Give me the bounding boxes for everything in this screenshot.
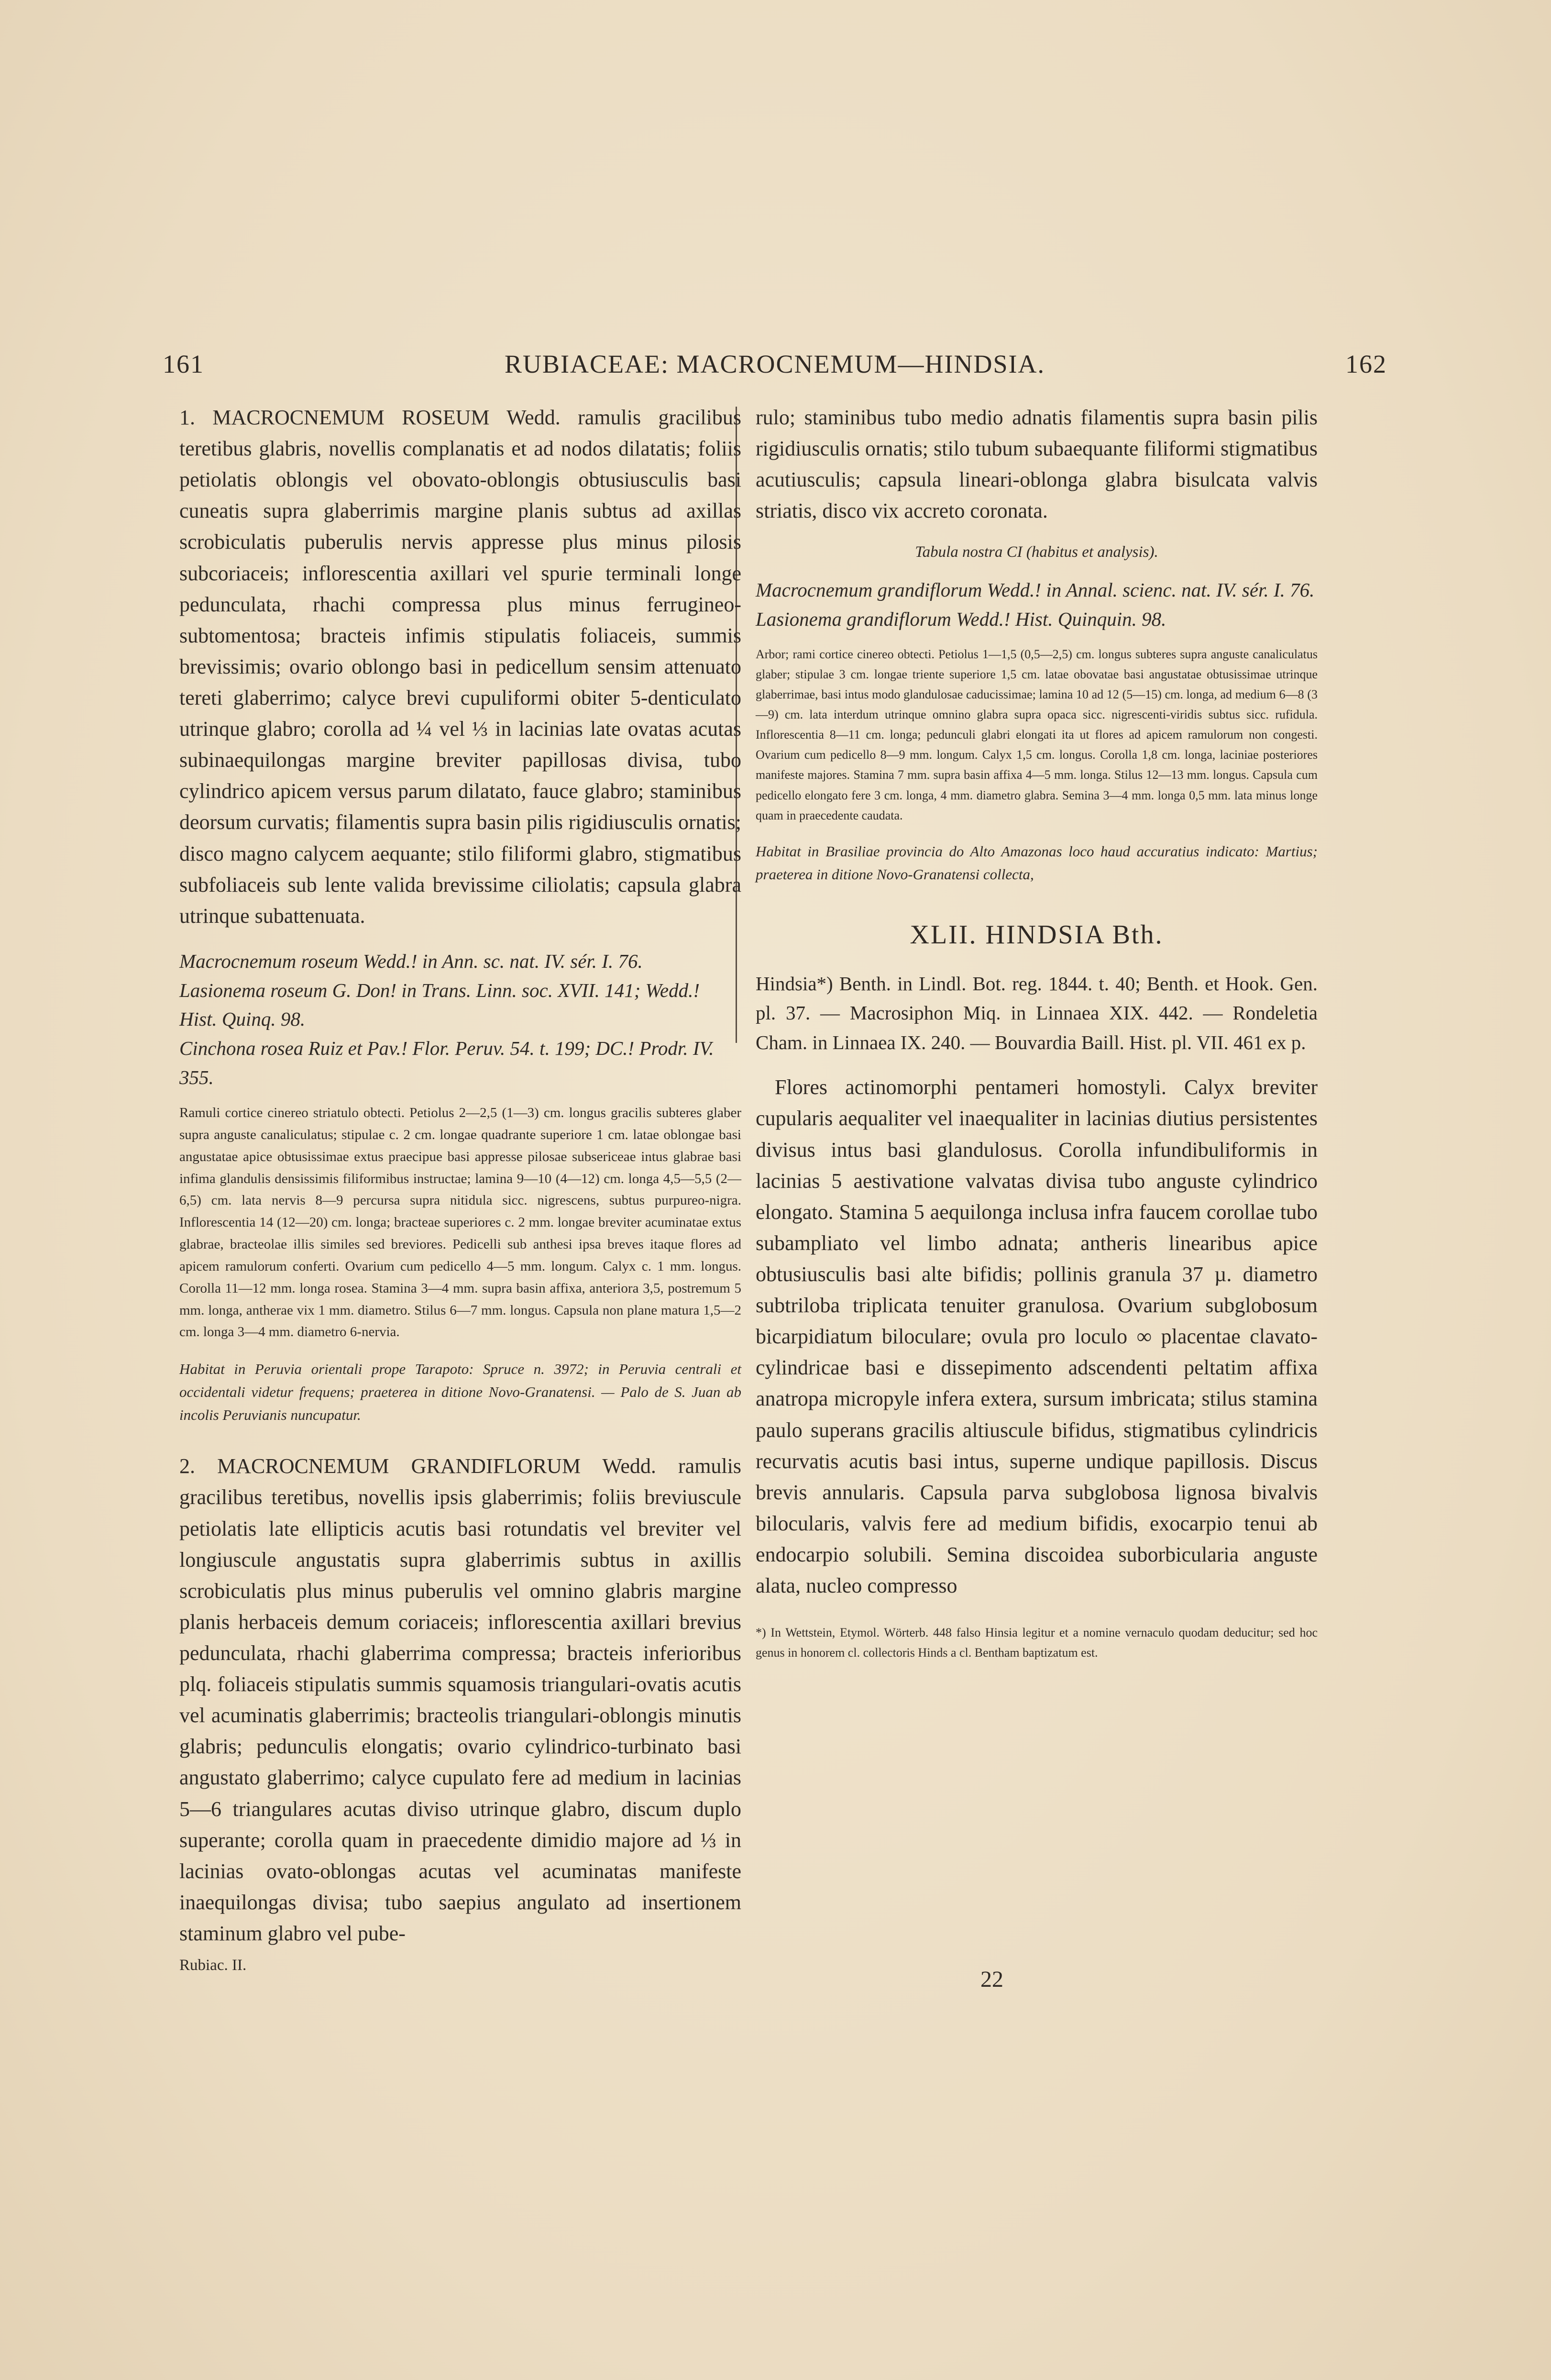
synonym-line: Macrocnemum grandiflorum Wedd.! in Annal. scienc. nat. IV. sér. I. 76. bbox=[756, 579, 1315, 601]
genus-heading: XLII. HINDSIA Bth. bbox=[910, 919, 1164, 950]
species-1-habitat: Habitat in Peruvia orientali prope Tarapoto: Spruce n. 3972; in Peruvia centrali et occidentali videtur frequens; praeterea in ditione Novo-Granatensi. — Palo de S. Juan ab incolis Peruvianis nuncupatur. bbox=[179, 1361, 741, 1424]
footnote: *) In Wettstein, Etymol. Wörterb. 448 falso Hinsia legitur et a nomine vernaculo quodam deducitur; sed hoc genus in honorem cl. collectoris Hinds a cl. Bentham baptizatum est. bbox=[756, 1626, 1318, 1660]
species-2-description: 2. MACROCNEMUM GRANDIFLORUM Wedd. ramulis gracilibus teretibus, novellis ipsis glaberrimis; foliis breviuscule petiolatis late ellipticis acutis basi rotundatis vel breviter vel longiuscule angustatis supra glaberrimis subtus in axillis scrobiculatis plus minus puberulis vel omnino glabris margine planis herbaceis demum coriaceis; inflorescentia axillari brevius pedunculata, rhachi glaberrima compressa; bracteis inferioribus plq. foliaceis stipulatis summis squamosis triangulari-ovatis acutis vel acuminatis glaberrimis; bracteolis triangulari-oblongis minutis glabris; pedunculis elongatis; ovario cylindrico-turbinato basi angustato glaberrimo; calyce cupulato fere ad medium in lacinias 5—6 triangulares acutas diviso utrinque glabro, discum duplo superante; corolla quam in praecedente dimidio majore ad ⅓ in lacinias ovato-oblongas acutas vel acuminatas manifeste inaequilongas divisa; tubo saepius angulato ad insertionem staminum glabro vel pube- bbox=[179, 1454, 741, 1945]
synonym-line: Cinchona rosea Ruiz et Pav.! Flor. Peruv. 54. t. 199; DC.! Prodr. IV. 355. bbox=[179, 1037, 714, 1088]
synonym-line: Lasionema grandiflorum Wedd.! Hist. Quinquin. 98. bbox=[756, 608, 1166, 631]
species-1-description: 1. MACROCNEMUM ROSEUM Wedd. ramulis gracilibus teretibus glabris, novellis complanatis et ad nodos dilatatis; foliis petiolatis oblongis vel obovato-oblongis obtusiusculis basi cuneatis supra glaberrimis margine planis subtus ad axillas scrobiculatis puberulis nervis appresse plus minus pilosis subcoriaceis; inflorescentia axillari vel spurie terminali longe pedunculata, rhachi compressa plus minus ferrugineo-subtomentosa; bracteis infimis stipulatis foliaceis, summis brevissimis; ovario oblongo basi in pedicellum sensim attenuato tereti glaberrimo; calyce brevi cupuliformi obiter 5-denticulato utrinque glabro; corolla ad ¼ vel ⅓ in lacinias late ovatas acutas subinaequilongas margine breviter papillosas divisa, tubo cylindrico apicem versus parum dilatato, fauce glabro; staminibus deorsum curvatis; filamentis supra basin pilis rigidiusculis ornatis; disco magno calycem aequante; stilo filiformi glabro, stigmatibus subfoliaceis sub lente valida brevissime ciliolatis; capsula glabra utrinque subattenuata. bbox=[179, 406, 741, 928]
synonym-line: Macrocnemum roseum Wedd.! in Ann. sc. nat. IV. sér. I. 76. bbox=[179, 950, 643, 972]
species-2-synonyms bbox=[756, 576, 1318, 633]
genus-description: Flores actinomorphi pentameri homostyli. Calyx breviter cupularis aequaliter vel inaequaliter in lacinias diutius persistentes divisus intus basi glandulosus. Corolla infundibuliformis in lacinias 5 aestivatione valvatas divisa tubo anguste cylindrico elongato. Stamina 5 aequilonga inclusa infra faucem corollae tubo subampliato vel limbo adnata; antheris linearibus apice obtusiusculis basi alte bifidis; pollinis granula 37 µ. diametro subtriloba triplicata tenuiter granulosa. Ovarium subglobosum bicarpidiatum biloculare; ovula pro loculo ∞ placentae clavato-cylindricae basi e dissepimento adscendenti peltatim affixa anatropa micropyle infera extera, sursum imbricata; stilus stamina paulo superans gracilis altiuscule bifidus, stigmatibus cylindricis recurvatis acutis basi intus, superne undique papillosis. Discus brevis annularis. Capsula parva subglobosa lignosa bivalvis bilocularis, valvis fere ad medium bifidis, exocarpio tenui ab endocarpio solubili. Semina discoidea suborbicularia anguste alata, nucleo compresso bbox=[756, 1075, 1318, 1598]
running-header bbox=[163, 349, 1387, 387]
running-title: RUBIACEAE: MACROCNEMUM—HINDSIA. bbox=[504, 350, 1045, 378]
plate-reference: Tabula nostra CI (habitus et analysis). bbox=[915, 543, 1158, 561]
genus-synonyms: Hindsia*) Benth. in Lindl. Bot. reg. 1844. t. 40; Benth. et Hook. Gen. pl. 37. — Macrosiphon Miq. in Linnaea XIX. 442. — Rondeletia Cham. in Linnaea IX. 240. — Bouvardia Baill. Hist. pl. VII. 461 ex p. bbox=[756, 972, 1318, 1053]
species-1-details: Ramuli cortice cinereo striatulo obtecti. Petiolus 2—2,5 (1—3) cm. longus gracilis subteres glaber supra anguste canaliculatus; stipulae c. 2 cm. longae quadrante superiore 1 cm. latae oblongae basi angustatae apice obtusissimae extus praecipue basi appresse pilosae subsericeae intus glabrae basi infima glandulis densissimis filiformibus instructae; lamina 9—10 (4—12) cm. longa 4,5—5,5 (2—6,5) cm. lata nervis 8—9 percursa supra nitidula sicc. nigrescens, subtus purpureo-nigra. Inflorescentia 14 (12—20) cm. longa; bracteae superiores c. 2 mm. longae breviter acuminatae extus glabrae, bracteolae illis similes sed breviores. Pedicelli sub anthesi ipsa breves itaque flores ad apicem ramulorum conferti. Ovarium cum pedicello 4—5 mm. longum. Calyx c. 1 mm. longus. Corolla 11—12 mm. longa rosea. Stamina 3—4 mm. supra basin affixa, anteriora 3,5, postremum 5 mm. longa, antherae vix 1 mm. diametro. Stilus 6—7 mm. longus. Capsula non plane matura 1,5—2 cm. longa 3—4 mm. diametro 6-nervia. bbox=[179, 1105, 741, 1340]
left-column bbox=[179, 402, 741, 1949]
species-2-details: Arbor; rami cortice cinereo obtecti. Petiolus 1—1,5 (0,5—2,5) cm. longus subteres supra anguste canaliculatus glaber; stipulae 3 cm. longae triente superiore 1,5 cm. latae obovatae basi angustatae obtusissimae utrinque glaberrimae, basi intus modo glandulosae caducissimae; lamina 10 ad 12 (5—15) cm. longa, ad medium 6—8 (3—9) cm. lata interdum utrinque omnino glabra supra opaca sicc. nigrescenti-viridis subtus sicc. rufidula. Inflorescentia 8—11 cm. longa; pedunculi glabri elongati ita ut flores ad apicem ramulorum non congesti. Ovarium cum pedicello 8—9 mm. longum. Calyx 1,5 cm. longus. Corolla 1,8 cm. longa, laciniae posteriores manifeste majores. Stamina 7 mm. supra basin affixa 4—5 mm. longa. Stilus 12—13 mm. longus. Capsula cum pedicello elongato fere 3 cm. longa, 4 mm. diametro glabra. Semina 3—4 mm. longa 0,5 mm. lata minus longe quam in praecedente caudata. bbox=[756, 647, 1318, 822]
species-2-description-continued: rulo; staminibus tubo medio adnatis filamentis supra basin pilis rigidiusculis ornatis; stilo tubum subaequante filiformi stigmatibus acutiusculis; capsula lineari-oblonga glabra bisulcata valvis striatis, disco vix accreto coronata. bbox=[756, 406, 1318, 523]
right-column bbox=[756, 402, 1318, 1662]
page-number-left: 161 bbox=[163, 350, 204, 378]
page-number-right: 162 bbox=[1345, 350, 1387, 378]
species-1-synonyms bbox=[179, 947, 741, 1092]
species-2-habitat: Habitat in Brasiliae provincia do Alto Amazonas loco haud accuratius indicato: Martius; praeterea in ditione Novo-Granatensi collecta, bbox=[756, 842, 1318, 883]
signature-mark: Rubiac. II. bbox=[179, 1957, 247, 1974]
synonym-line: Lasionema roseum G. Don! in Trans. Linn. soc. XVII. 141; Wedd.! Hist. Quinq. 98. bbox=[179, 979, 700, 1030]
page-number: 22 bbox=[980, 1967, 1003, 1992]
